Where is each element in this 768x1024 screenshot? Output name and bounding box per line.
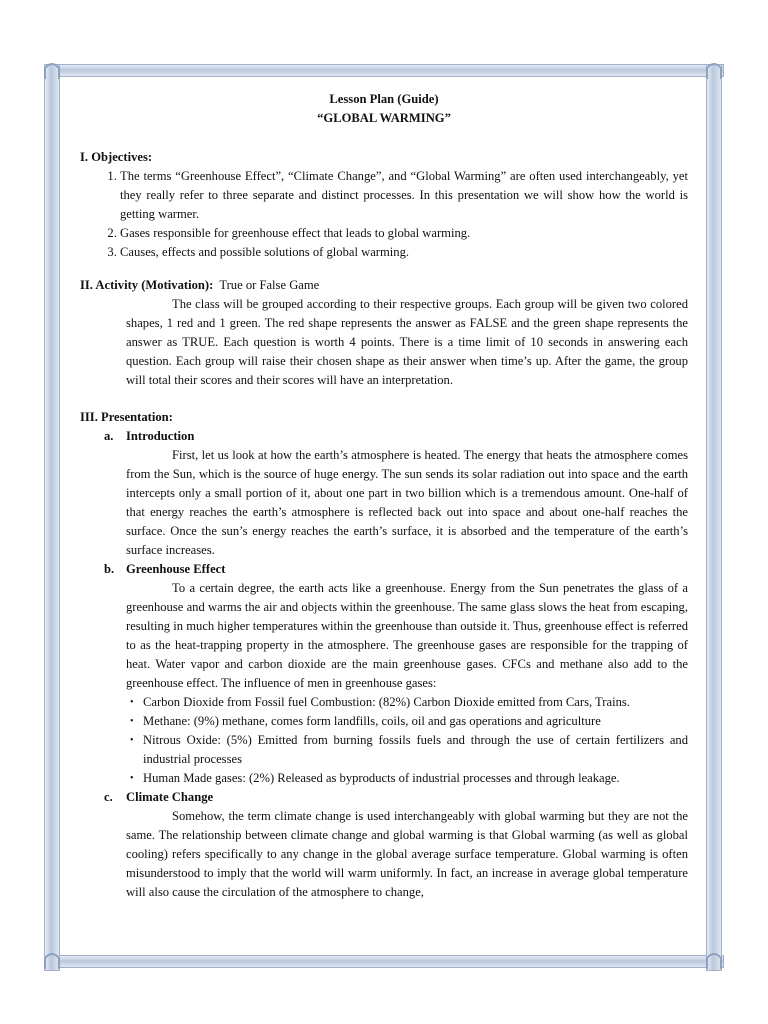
doc-subtitle: “GLOBAL WARMING” (317, 111, 451, 125)
activity-section (80, 276, 688, 390)
frame-corner-ornament-icon (42, 950, 62, 970)
activity-heading: II. Activity (Motivation): (80, 278, 214, 292)
list-item: • Methane: (9%) methane, comes form landfills, coils, oil and gas operations and agriculture (126, 712, 688, 731)
frame-corner-ornament-icon (704, 950, 724, 970)
frame-corner-ornament-icon (42, 60, 62, 80)
presentation-heading: III. Presentation: (80, 410, 173, 424)
climate-change-heading: c. Climate Change (104, 790, 214, 804)
activity-game-name: True or False Game (219, 278, 320, 292)
doc-title: Lesson Plan (Guide) (329, 92, 439, 106)
list-item: • Carbon Dioxide from Fossil fuel Combustion: (82%) Carbon Dioxide emitted from Cars, Trains. (126, 693, 688, 712)
greenhouse-heading: b. Greenhouse Effect (104, 562, 226, 576)
frame-bottom-border (46, 955, 724, 968)
list-item: 1. The terms “Greenhouse Effect”, “Climate Change”, and “Global Warming” are often used interchangeably, yet they really refer to three separate and distinct processes. In this presentation we will show how the world is getting warmer. (120, 167, 688, 224)
list-item: • Nitrous Oxide: (5%) Emitted from burning fossils fuels and through the use of certain fertilizers and industrial processes (126, 731, 688, 769)
activity-heading-line (80, 276, 688, 295)
list-item: 3. Causes, effects and possible solutions of global warming. (120, 243, 688, 262)
objectives-heading: I. Objectives: (80, 150, 153, 164)
objectives-list (80, 167, 688, 262)
frame-corner-ornament-icon (704, 60, 724, 80)
greenhouse-gases-list (126, 693, 688, 788)
list-item: • Human Made gases: (2%) Released as byproducts of industrial processes and through leakage. (126, 769, 688, 788)
activity-text: The class will be grouped according to their respective groups. Each group will be given two colored shapes, 1 red and 1 green. The red shape represents the answer as FALSE and the green shape represents the answer as TRUE. Each question is worth 4 points. There is a time limit of 10 seconds in answering each question. Each group will raise their chosen shape as their answer when time’s up. After the game, the group will total their scores and their scores will have an interpretation. (126, 297, 688, 387)
list-item: 2. Gases responsible for greenhouse effect that leads to global warming. (120, 224, 688, 243)
frame-right-border (706, 64, 722, 971)
climate-change-text: Somehow, the term climate change is used interchangeably with global warming but they are not the same. The relationship between climate change and global warming is that Global warming (as well as global cooling) refers specifically to any change in the global average surface temperature. Global warming is often misunderstood to imply that the world will warm uniformly. In fact, an increase in average global temperature will also cause the circulation of the atmosphere to change, (126, 809, 688, 899)
introduction-heading: a. Introduction (104, 429, 195, 443)
presentation-section (80, 408, 688, 902)
frame-top-border (46, 64, 724, 77)
introduction-text: First, let us look at how the earth’s atmosphere is heated. The energy that heats the atmosphere comes from the Sun, which is the source of huge energy. The sun sends its solar radiation out into space and the earth intercepts only a small portion of it, about one part in two billion which is a tremendous amount. One-half of that energy reaches the earth’s atmosphere is reflected back out into space and about one-half reaches the surface. Once the sun’s energy reaches the earth’s surface, it is absorbed and the temperature of the earth’s surface increases. (126, 448, 688, 557)
frame-left-border (44, 64, 60, 971)
objectives-section (80, 148, 688, 262)
greenhouse-text: To a certain degree, the earth acts like a greenhouse. Energy from the Sun penetrates the glass of a greenhouse and warms the air and objects within the greenhouse. The same glass slows the heat from escaping, resulting in much higher temperatures within the greenhouse than outside it. Thus, greenhouse effect is referred to as the heat-trapping property in the atmosphere. The greenhouse gases are responsible for the trapping of heat. Water vapor and carbon dioxide are the main greenhouse gases. CFCs and methane also add to the greenhouse effect. The influence of men in greenhouse gases: (126, 581, 688, 690)
document-body (80, 90, 688, 902)
